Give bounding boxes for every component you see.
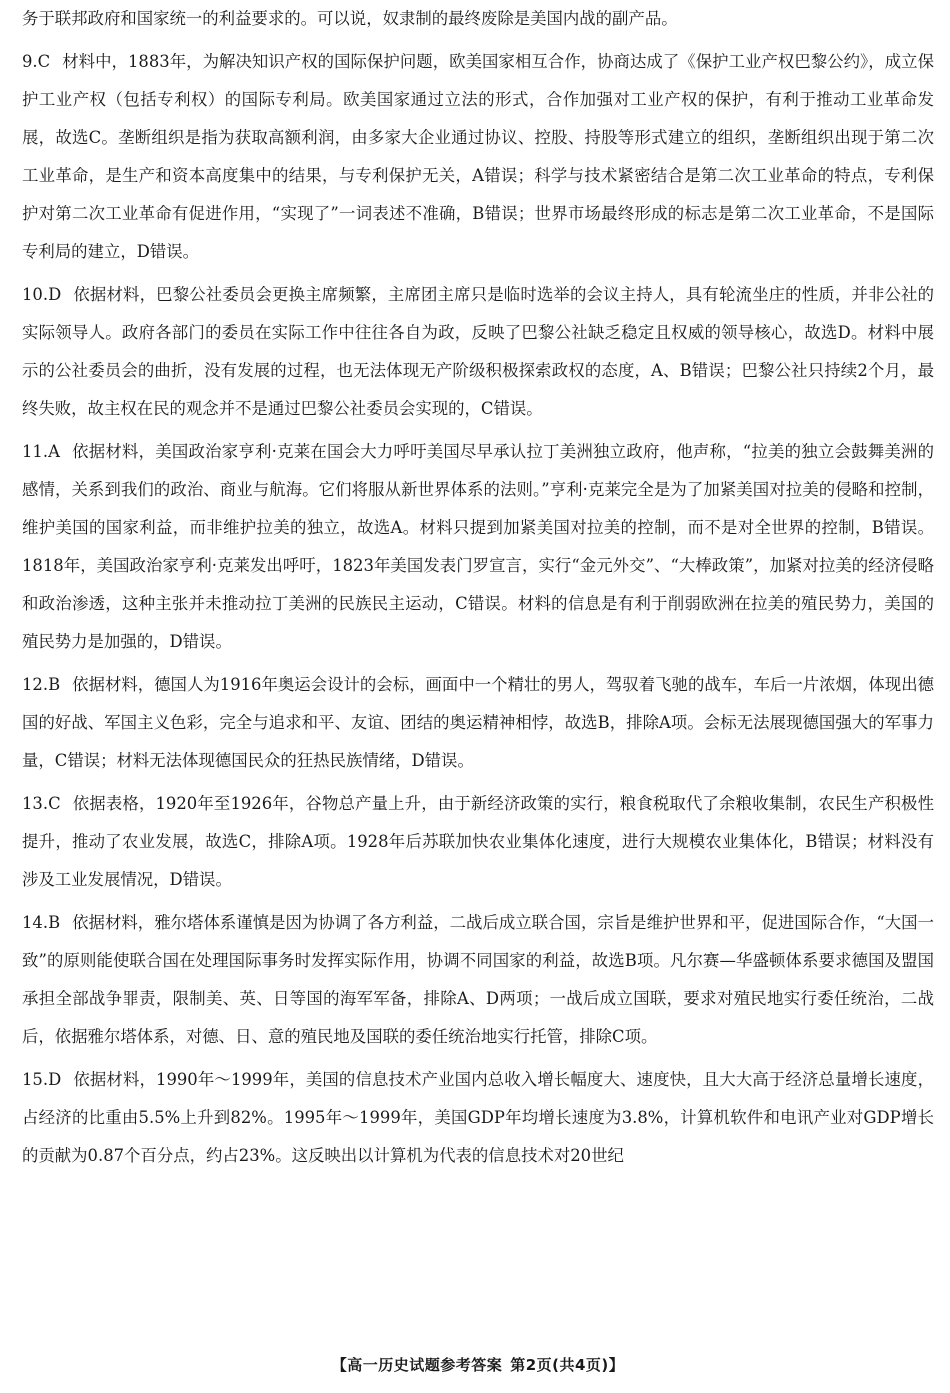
- page-footer: [22, 1354, 934, 1375]
- answer-explanation: 依据材料，1990年～1999年，美国的信息技术产业国内总收入增长幅度大、速度快，且大大高于经济总量增长速度，占经济的比重由5.5%上升到82%。1995年～1999年，美国GDP年均增长速度为3.8%，计算机软件和电讯产业对GDP增长的贡献为0.87个百分点，约占23%。这反映出以计算机为代表的信息技术对20世纪: [22, 1070, 934, 1165]
- answer-label: 9.C: [22, 52, 51, 71]
- answer-item-14: [22, 904, 934, 1056]
- answer-item-11: [22, 433, 934, 661]
- answer-explanation: 依据表格，1920年至1926年，谷物总产量上升，由于新经济政策的实行，粮食税取代了余粮收集制，农民生产积极性提升，推动了农业发展，故选C，排除A项。1928年后苏联加快农业集体化速度，进行大规模农业集体化，B错误；材料没有涉及工业发展情况，D错误。: [22, 794, 934, 889]
- answer-page: [22, 0, 934, 1393]
- answer-list: [22, 43, 934, 1175]
- answer-item-12: [22, 666, 934, 780]
- answer-label: 10.D: [22, 285, 62, 304]
- answer-item-13: [22, 785, 934, 899]
- footer-page-number: 第2页(共4页)】: [510, 1356, 625, 1374]
- answer-explanation: 依据材料，德国人为1916年奥运会设计的会标，画面中一个精壮的男人，驾驭着飞驰的战车，车后一片浓烟，体现出德国的好战、军国主义色彩，完全与追求和平、友谊、团结的奥运精神相悖，故选B，排除A项。会标无法展现德国强大的军事力量，C错误；材料无法体现德国民众的狂热民族情绪，D错误。: [22, 675, 934, 770]
- answer-label: 15.D: [22, 1070, 62, 1089]
- answer-item-10: [22, 276, 934, 428]
- answer-item-15: [22, 1061, 934, 1175]
- answer-label: 11.A: [22, 442, 60, 461]
- answer-explanation: 依据材料，巴黎公社委员会更换主席频繁，主席团主席只是临时选举的会议主持人，具有轮流坐庄的性质，并非公社的实际领导人。政府各部门的委员在实际工作中往往各自为政，反映了巴黎公社缺乏稳定且权威的领导核心，故选D。材料中展示的公社委员会的曲折，没有发展的过程，也无法体现无产阶级积极探索政权的态度，A、B错误；巴黎公社只持续2个月，最终失败，故主权在民的观念并不是通过巴黎公社委员会实现的，C错误。: [22, 285, 934, 418]
- answer-label: 14.B: [22, 913, 61, 932]
- answer-label: 13.C: [22, 794, 61, 813]
- footer-title: 【高一历史试题参考答案: [331, 1356, 503, 1374]
- answer-explanation: 材料中，1883年，为解决知识产权的国际保护问题，欧美国家相互合作，协商达成了《保护工业产权巴黎公约》，成立保护工业产权（包括专利权）的国际专利局。欧美国家通过立法的形式，合作加强对工业产权的保护，有利于推动工业革命发展，故选C。垄断组织是指为获取高额利润，由多家大企业通过协议、控股、持股等形式建立的组织，垄断组织出现于第二次工业革命，是生产和资本高度集中的结果，与专利保护无关，A错误；科学与技术紧密结合是第二次工业革命的特点，专利保护对第二次工业革命有促进作用，“实现了”一词表述不准确，B错误；世界市场最终形成的标志是第二次工业革命，不是国际专利局的建立，D错误。: [22, 52, 934, 261]
- answer-explanation: 依据材料，美国政治家亨利·克莱在国会大力呼吁美国尽早承认拉丁美洲独立政府，他声称，“拉美的独立会鼓舞美洲的感情，关系到我们的政治、商业与航海。它们将服从新世界体系的法则。”亨利·克莱完全是为了加紧美国对拉美的侵略和控制，维护美国的国家利益，而非维护拉美的独立，故选A。材料只提到加紧美国对拉美的控制，而不是对全世界的控制，B错误。1818年，美国政治家亨利·克莱发出呼吁，1823年美国发表门罗宣言，实行“金元外交”、“大棒政策”，加紧对拉美的经济侵略和政治渗透，这种主张并未推动拉丁美洲的民族民主运动，C错误。材料的信息是有利于削弱欧洲在拉美的殖民势力，美国的殖民势力是加强的，D错误。: [22, 442, 934, 651]
- continuation-paragraph: 务于联邦政府和国家统一的利益要求的。可以说，奴隶制的最终废除是美国内战的副产品。: [22, 9, 678, 28]
- answer-explanation: 依据材料，雅尔塔体系谨慎是因为协调了各方利益，二战后成立联合国，宗旨是维护世界和平，促进国际合作，“大国一致”的原则能使联合国在处理国际事务时发挥实际作用，协调不同国家的利益，故选B项。凡尔赛—华盛顿体系要求德国及盟国承担全部战争罪责，限制美、英、日等国的海军军备，排除A、D两项；一战后成立国联，要求对殖民地实行委任统治，二战后，依据雅尔塔体系，对德、日、意的殖民地及国联的委任统治地实行托管，排除C项。: [22, 913, 934, 1046]
- answer-label: 12.B: [22, 675, 61, 694]
- answer-item-9: [22, 43, 934, 271]
